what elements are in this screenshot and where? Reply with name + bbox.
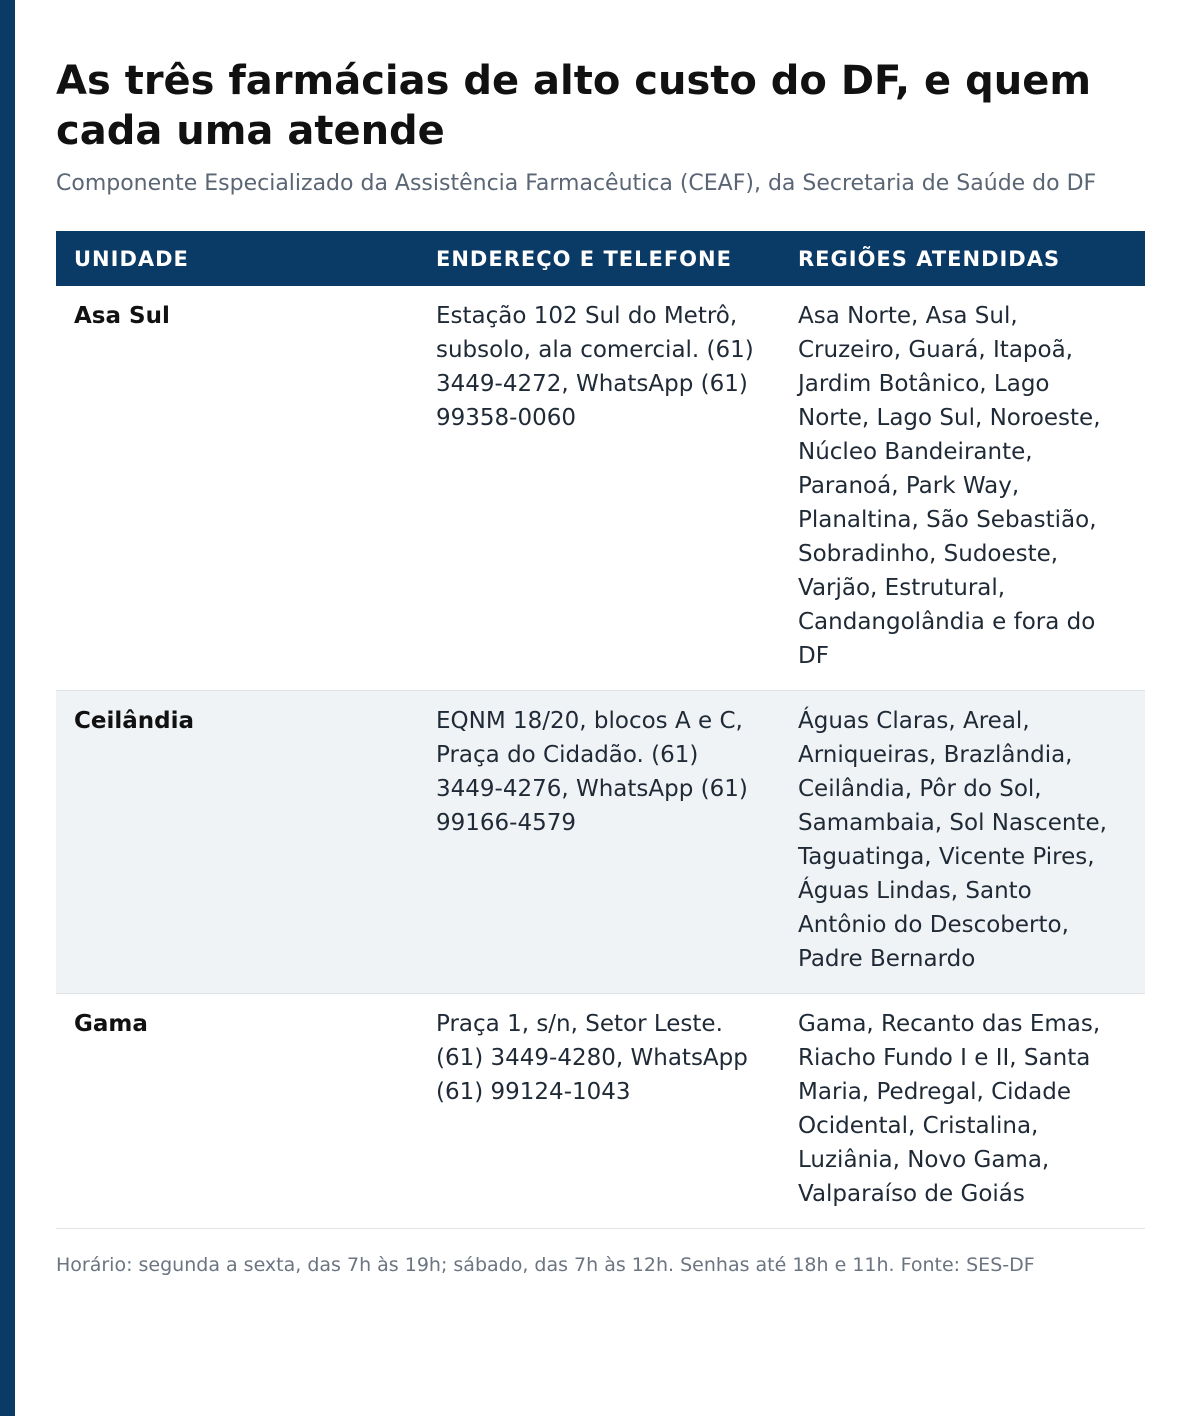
table-row [56,994,1145,1229]
unit-regions: Asa Norte, Asa Sul, Cruzeiro, Guará, Itapoã, Jardim Botânico, Lago Norte, Lago Sul, Noroeste, Núcleo Bandeirante, Paranoá, Park Way, Planaltina, São Sebastião, Sobradinho, Sudoeste, Varjão, Estrutural, Candangolândia e fora do DF [780,286,1145,691]
unit-address: Praça 1, s/n, Setor Leste. (61) 3449-4280, WhatsApp (61) 99124-1043 [418,994,780,1229]
page-title: As três farmácias de alto custo do DF, e quem cada uma atende [56,58,1092,154]
header-address: ENDEREÇO E TELEFONE [418,231,780,286]
unit-regions: Gama, Recanto das Emas, Riacho Fundo I e II, Santa Maria, Pedregal, Cidade Ocidental, Cristalina, Luziânia, Novo Gama, Valparaíso de Goiás [780,994,1145,1229]
table-row [56,691,1145,994]
unit-regions: Águas Claras, Areal, Arniqueiras, Brazlândia, Ceilândia, Pôr do Sol, Samambaia, Sol Nascente, Taguatinga, Vicente Pires, Águas Lindas, Santo Antônio do Descoberto, Padre Bernardo [780,691,1145,994]
footnote: Horário: segunda a sexta, das 7h às 19h; sábado, das 7h às 12h. Senhas até 18h e 11h. Fonte: SES-DF [56,1254,1035,1276]
header-unit: UNIDADE [56,231,418,286]
table-row [56,286,1145,691]
unit-address: EQNM 18/20, blocos A e C, Praça do Cidadão. (61) 3449-4276, WhatsApp (61) 99166-4579 [418,691,780,994]
unit-name: Ceilândia [56,691,418,994]
unit-address: Estação 102 Sul do Metrô, subsolo, ala comercial. (61) 3449-4272, WhatsApp (61) 99358-0060 [418,286,780,691]
table-header [56,231,1145,286]
accent-bar [0,0,15,1416]
pharmacy-table [56,231,1145,1229]
header-row [56,231,1145,286]
unit-name: Asa Sul [56,286,418,691]
page-subtitle: Componente Especializado da Assistência Farmacêutica (CEAF), da Secretaria de Saúde do DF [56,171,1097,196]
article-content [56,56,1145,1279]
header-regions: REGIÕES ATENDIDAS [780,231,1145,286]
unit-name: Gama [56,994,418,1229]
